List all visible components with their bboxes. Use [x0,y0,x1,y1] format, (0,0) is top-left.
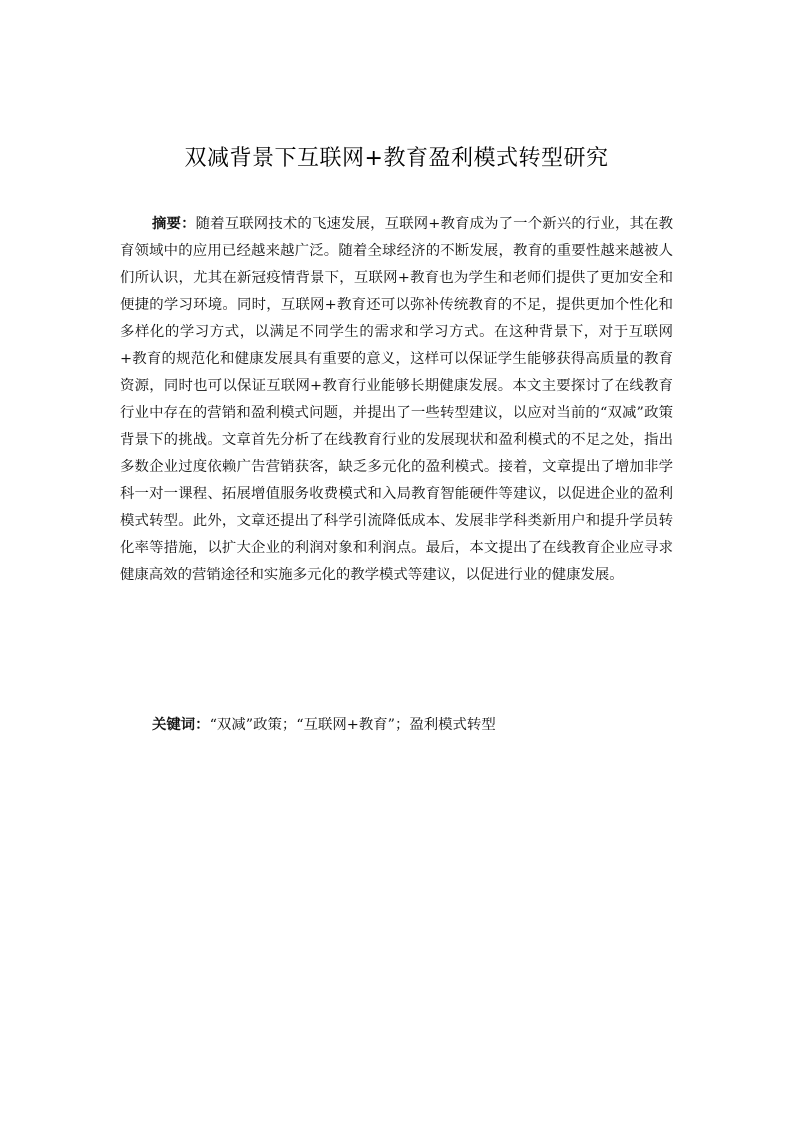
abstract-label: 摘要： [152,216,196,232]
keywords-label: 关键词： [152,717,210,733]
abstract-text: 随着互联网技术的飞速发展，互联网+教育成为了一个新兴的行业，其在教育领域中的应用已经越来越广泛。随着全球经济的不断发展，教育的重要性越来越被人们所认识，尤其在新冠疫情背景下，互联网+教育也为学生和老师们提供了更加安全和便捷的学习环境。同时，互联网+教育还可以弥补传统教育的不足，提供更加个性化和多样化的学习方式，以满足不同学生的需求和学习方式。在这种背景下，对于互联网+教育的规范化和健康发展具有重要的意义，这样可以保证学生能够获得高质量的教育资源，同时也可以保证互联网+教育行业能够长期健康发展。本文主要探讨了在线教育行业中存在的营销和盈利模式问题，并提出了一些转型建议，以应对当前的“双减”政策背景下的挑战。文章首先分析了在线教育行业的发展现状和盈利模式的不足之处，指出多数企业过度依赖广告营销获客，缺乏多元化的盈利模式。接着，文章提出了增加非学科一对一课程、拓展增值服务收费模式和入局教育智能硬件等建议，以促进企业的盈利模式转型。此外，文章还提出了科学引流降低成本、发展非学科类新用户和提升学员转化率等措施，以扩大企业的利润对象和利润点。最后，本文提出了在线教育企业应寻求健康高效的营销途径和实施多元化的教学模式等建议，以促进行业的健康发展。 [120,216,673,583]
paper-title: 双减背景下互联网+教育盈利模式转型研究 [184,146,609,171]
keywords-paragraph [120,712,673,739]
keywords-text: “双减”政策；“互联网+教育”；盈利模式转型 [209,717,496,733]
abstract-paragraph [120,211,673,589]
